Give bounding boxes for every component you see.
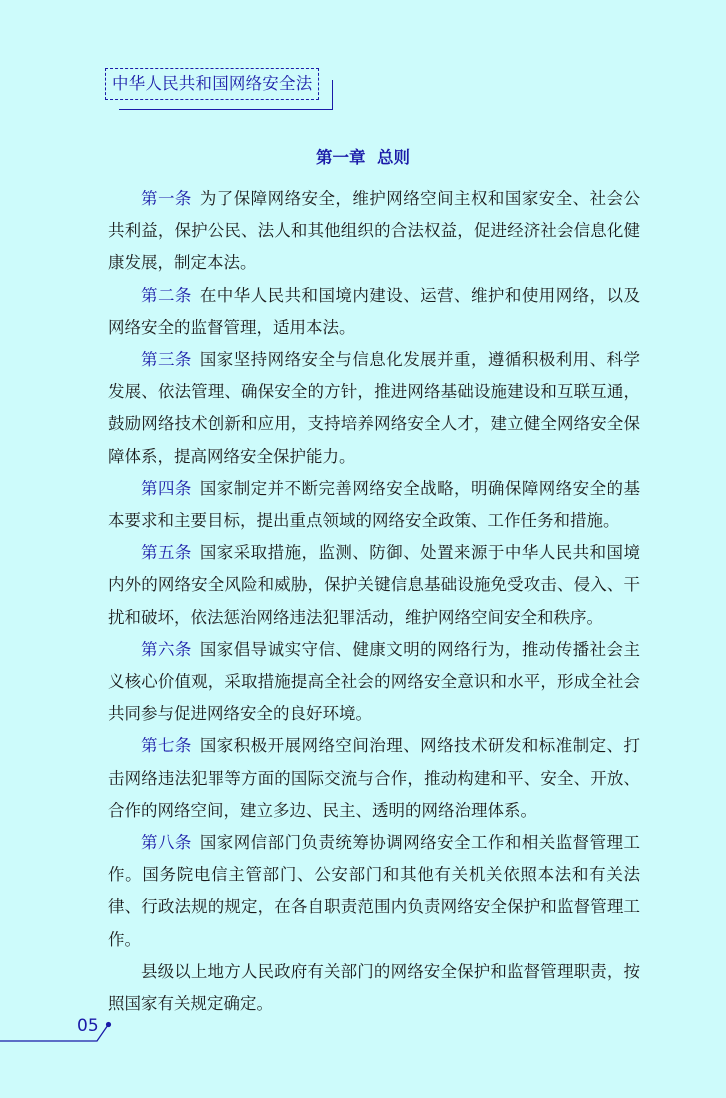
article-number: 第三条 (141, 350, 192, 370)
footer-dot-icon (106, 1022, 111, 1027)
article-7 (108, 730, 640, 827)
article-8 (108, 827, 640, 956)
article-number: 第一条 (141, 189, 192, 208)
article-text: 国家坚持网络安全与信息化发展并重，遵循积极利用、科学发展、依法管理、确保安全的方针，推进网络基础设施建设和互联互通，鼓励网络技术创新和应用，支持培养网络安全人才，建立健全网络安全保障体系，提高网络安全保护能力。 (108, 350, 641, 466)
article-1 (108, 183, 640, 280)
page-number: 05 (77, 1016, 99, 1036)
article-4 (108, 473, 640, 537)
footer-line-decoration (0, 1016, 120, 1046)
article-text: 国家制定并不断完善网络安全战略，明确保障网络安全的基本要求和主要目标，提出重点领域的网络安全政策、工作任务和措施。 (108, 478, 641, 531)
article-text: 国家积极开展网络空间治理、网络技术研发和标准制定、打击网络违法犯罪等方面的国际交流与合作，推动构建和平、安全、开放、合作的网络空间，建立多边、民主、透明的网络治理体系。 (108, 736, 641, 820)
article-number: 第七条 (141, 736, 192, 756)
article-text: 国家网信部门负责统筹协调网络安全工作和相关监督管理工作。国务院电信主管部门、公安部门和其他有关机关依照本法和有关法律、行政法规的规定，在各自职责范围内负责网络安全保护和监督管理工作。 (108, 833, 641, 949)
article-number: 第五条 (141, 543, 192, 563)
article-number: 第六条 (141, 639, 192, 659)
article-text: 国家倡导诚实守信、健康文明的网络行为，推动传播社会主义核心价值观，采取措施提高全社会的网络安全意识和水平，形成全社会共同参与促进网络安全的良好环境。 (108, 639, 641, 724)
article-5 (108, 537, 640, 634)
article-text: 为了保障网络安全，维护网络空间主权和国家安全、社会公共利益，保护公民、法人和其他组织的合法权益，促进经济社会信息化健康发展，制定本法。 (108, 189, 641, 273)
article-number: 第二条 (141, 285, 192, 305)
article-2 (108, 280, 640, 344)
article-number: 第四条 (141, 478, 192, 498)
chapter-title: 第一章 总则 (316, 148, 410, 167)
header-title: 中华人民共和国网络安全法 (112, 74, 313, 93)
law-text (108, 183, 640, 1020)
article-text: 在中华人民共和国境内建设、运营、维护和使用网络，以及网络安全的监督管理，适用本法。 (108, 285, 641, 337)
article-8-paragraph-2: 县级以上地方人民政府有关部门的网络安全保护和监督管理职责，按照国家有关规定确定。 (108, 961, 640, 1014)
article-number: 第八条 (141, 833, 192, 853)
article-6 (108, 634, 640, 731)
article-text: 国家采取措施，监测、防御、处置来源于中华人民共和国境内外的网络安全风险和威胁，保护关键信息基础设施免受攻击、侵入、干扰和破坏，依法惩治网络违法犯罪活动，维护网络空间安全和秩序。 (108, 543, 641, 627)
article-3 (108, 344, 640, 473)
